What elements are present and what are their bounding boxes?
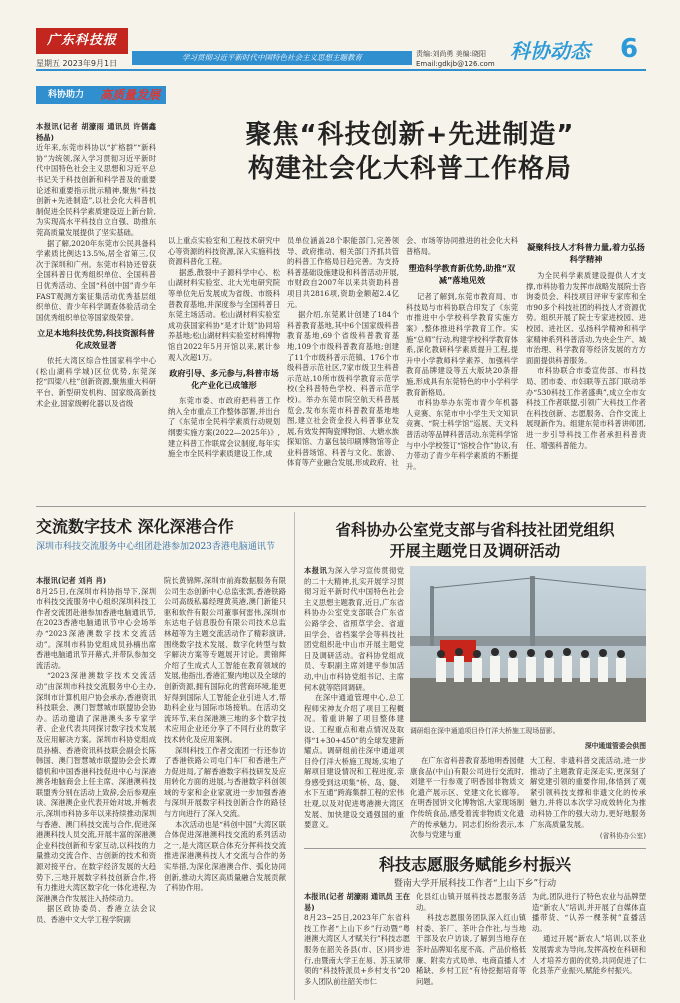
- story3-col1-p1: [304, 566, 404, 693]
- story4-lede: 本报讯(记者 胡濠雨 通讯员 王在易): [304, 892, 410, 912]
- masthead-rule: [36, 69, 646, 71]
- story4-headline: 科技志愿服务赋能乡村振兴: [378, 855, 571, 874]
- story3-col2: [410, 756, 524, 840]
- story2-headline: 交流数字技术 深化深港合作: [36, 517, 234, 536]
- story2-col1-p1: 8月25日,在深圳市科协指导下,深圳市科技交流服务中心组织深圳科技工作者交流团赴港参加香港电脑通讯节,在2023香港电脑通讯节中心会场举办“2023深港澳数字技术交流活动”。深圳市科协党组成员孙楠出席香港电脑通讯节开幕式,并带队参加交流活动。: [36, 586, 156, 670]
- slogan-banner: 学习贯彻习近平新时代中国特色社会主义思想主题教育: [132, 51, 412, 65]
- column-tag-deco: 高质量发展: [100, 88, 161, 102]
- story1-col4-p1: 会、市场等协同推进的社会化大科普格局。: [406, 236, 518, 256]
- newspaper-logo: 广东科技报: [36, 28, 128, 54]
- issue-date: 星期五 2023年9月1日: [36, 59, 118, 68]
- story1-subhead4: 凝聚科技人才科普力量,着力弘扬科学精神: [527, 242, 645, 264]
- story1-lede: 本报讯(记者 胡濠雨 通讯员 许儒鑫 杨晶): [36, 122, 156, 142]
- story3-col1: [304, 566, 404, 866]
- story1-headline-line2: 构建社会化大科普工作格局: [247, 154, 572, 184]
- story4-subhead: 暨南大学开展科技工作者“上山下乡”行动: [393, 879, 557, 889]
- story1-col1-p2: 据了解,2020年东莞市公民具备科学素质比例达13.5%,居全省第三,仅次于深圳和广州。东莞市科协还曾获全国科普日优秀组织单位、全国科普日优秀活动、全国“科创中国”青少年FAST观测方案征集活动优秀基层组织单位、青少年科学调查体验活动全国优秀组织单位等国家级荣誉。: [36, 238, 156, 322]
- story3-col1-p2: 在深中通道管理中心,总工程师宋神友介绍了项目工程概况。着重讲解了项目整体建设、工程重点和难点情况及取得“1+30+450”的全球发建新耀点。调研组前往深中通道项目伶仃洋大桥施工现场,实地了解项目建设情况和工程进度,亲身感受到这项集“桥、岛、隧、水下互通”跨海集群工程的宏伟壮观,以及对促进粤港澳大湾区发展、加快建设交通强国的重要意义。: [304, 693, 404, 830]
- photo-caption: 调研组在深中通道项目伶仃洋大桥施工现场留影。: [410, 727, 560, 735]
- photo-credit: 深中通道管委会供图: [584, 742, 646, 750]
- story1-col5-p1: 为全民科学素质建设提供人才支撑,市科协着力发挥市战略发展院士咨询委员会、科技项目评审专家库和全市90多个科技社团的科技人才资源优势。组织开展了院士专家进校园、进校园、进社区、弘扬科学精神和科学家精神系列科普活动,为央企生产、城市治理、科学教育等经济发展的方方面面提供科普服务。: [526, 271, 646, 365]
- story-divider: [36, 506, 646, 507]
- column-divider: [294, 512, 295, 1000]
- story1-col2-p2: 据悉,散裂中子源科学中心、松山湖材料实验室、北大光电研究院等单位先后发展成为省级、市级科普教育基地,并深度参与全国科普日东莞主场活动。松山湖材料实验室成功获国家科协“是才计划”协同培养基地;松山湖材料实验室材料博物馆自2022年5月开馆以来,累计参观人次超1万。: [168, 267, 280, 362]
- story1-col3: [287, 236, 399, 502]
- story4-col2-p1: 化县红山镇开展科技志愿服务活动。: [416, 892, 526, 912]
- story3-col3: [530, 756, 646, 841]
- story3-headline-line2: 开展主题党日及调研活动: [389, 542, 561, 560]
- story4-col1-p1: 8月23~25日,2023年广东省科技工作者“上山下乡”行动暨“粤港澳大湾区人才赋关行”科技志愿服务在韶关各县(市、区)同步进行,由暨南大学王在易、苏玉斌带领的“科技特派员+乡村支书”20多人团队前往韶关市仁: [304, 913, 410, 986]
- story1-subhead2: 政府引导、多元参与,科普市场化产业化已成雏形: [169, 368, 279, 390]
- story2-col2-p2: 深圳科技工作者交流团一行还参访了香港铁路公司屯门车厂和香港生产力促进局,了解香港数字科技研发及应用转化方面的进展,与香港数字科创领域的专家和企业家就进一步加强香港与深圳开展数字科技创新合作的路径与方向进行了深入交流。: [164, 745, 286, 819]
- story4-col1: [304, 892, 410, 998]
- column-tag: 科协助力: [36, 86, 166, 104]
- story1-col4-p3: 市科协举办东莞市青少年机器人竞赛、东莞市中小学生天文知识竞赛、“院士科学馆”巡展、天文科普活动等品牌科普活动,东莞科学馆与中小学校签订“馆校合作”协议,有力带动了青少年科学素质的不断提升。: [406, 398, 518, 471]
- story2-col2-p3: 本次活动也是“科创中国”大湾区联合体促进深港澳科技交流的系列活动之一,是大湾区联合体充分挥科技交流推进深港澳科技人才交流与合作的务实举措,为深化深港澳合作、弧化协同创新,推动大湾区高质量融合发展贡献了科协作用。: [164, 819, 286, 893]
- story2-col1-p2: “2023深港澳数字技术交流活动”由深圳市科技交流服务中心主办,深圳市计算机用户协会承办,香港资讯科技联会、澳门智慧城市联盟协会协办。活动邀请了深港澳头多专家学者、企业代表共同探讨数字技术发展及应用解决方案。深圳市科协党组成员孙楠、香港资讯科技联会副会长陈韩国、澳门智慧城市联盟协会会长谭德机和中国香港科技促进中心与深港澳各地脑商会上任主席、深港澳科技联盟秀分别在活动上致辞,会后参观座谈、深港澳企业代表开始对坡,并畅表示,深圳市科协多年以来持续推动深圳与香港、澳门科技交流与合作,促进深港澳科技人员交流,开展丰富的深港澳企业科技创新和专家互动,以科技的力量推动交流合作、吉创新的技术和资源对接平台。在数字经济发展的大趋势下,三地开展数字科技创新合作,将有力推进大湾区数字化一体化进程,为深港澳合作发展注入持续动力。: [36, 671, 156, 903]
- story2-col1-p3: 据区政协委员、香港立法会议员、香港中文大学工程学院副: [36, 904, 156, 924]
- story4-col2: [416, 892, 526, 998]
- story1-col3-p1: 员单位涵盖28个职能部门,完善领导、政府推动、相关部门齐抓共管的科普工作格局日趋完善。为支持科普基础设施建设和科普活动开展,市财政自2007年以来共资助科普项目共2816项,资助金额超2.4亿元。: [287, 236, 399, 309]
- story1-col1-p3: 依托大湾区综合性国家科学中心(松山湖科学城)区位优势,东莞深挖“四梁八柱”创新资源,聚焦重大科研平台、新型研发机构、国家级高新技术企业,国家级孵化器以及省级: [36, 356, 156, 408]
- story1-headline: [170, 118, 650, 186]
- story1-col1-p1: 近年来,东莞市科协以“扩格群”“新科协”为统领,深入学习贯彻习近平新时代中国特色社会主义思想和习近平总书记关于科技创新和科学普及的重要论述和重要指示批示精神,聚焦“科技创新+先进制造”,以社会化大科普机制促进全民科学素质建设迈上新台阶,为实现高水平科技自立自强、助推东莞高质量发展提供了坚实基础。: [36, 143, 156, 237]
- story3-col3-p1: 大工程、非遗科普交流活动,进一步推动了主题教育走深走实,更深刻了解党建引领的重要作用,体悟到了观紧引领科技支撑和非遗文化的传承魅力,并将以本次学习成效转化为推动科协工作的强大动力,更好地服务广东高质量发展。: [530, 756, 646, 829]
- story3-col2-p1: 在广东省科普教育基地明香园健康食品(中山)有限公司进行交流时,刘建平一行参观了明香园非物质文化遗产展示区、党建文化长廊等。在明香园饼文化博物馆,大家现场制作传统食品,感受着流非物质文化遗产的传承魅力。同志们纷纷表示,本次参与党建与重: [410, 756, 524, 840]
- story4-col3: [532, 892, 646, 998]
- story3-byline: (省科协办公室): [599, 832, 646, 841]
- story3-head: [304, 520, 646, 562]
- story1-subhead3: 塑造科学教育新优势,助推“双减”落地见效: [408, 263, 516, 285]
- page-number: 6: [620, 34, 639, 64]
- story3-lede: 本报讯: [304, 566, 328, 575]
- story4-col3-p1: 为此,团队进行了特色农业与品牌塑造“新农人”培训,并开展了自媒体直播带货、“认养一棵茶树”直播活动。: [532, 892, 646, 933]
- story1-col2-p3: 东莞市委、市政府把科普工作纳入全市重点工作整体部署,并出台了《东莞市全民科学素质行动规划纲要实施方案(2022—2025年)》,建立科普工作联席会议制度,每年实施全市全民科学素质建设工作,成: [168, 396, 280, 459]
- story4-col3-p2: 通过开展“新农人”培训,以茶业发展需求为导向,发挥高校在科研和人才培养方面的优势,共同促进了仁化县茶产业振兴,赋能乡村振兴。: [532, 934, 646, 976]
- story1-col2: [168, 236, 280, 502]
- story3-col1-p1-text: 为深入学习宣传贯彻党的二十大精神,扎实开展学习贯彻习近平新时代中国特色社会主义思想主题教育,近日,广东省科协办公室党支部联合广东省公路学会、省照草学会、省道田学会、省档案学会等科技社团党组织赴中山市开展主题党日及调研活动。省科协党组成员、专职副主席刘建平参加活动,中山市科协党组书记、主席何木就等陪同调研。: [304, 566, 405, 692]
- story2-col2: [164, 576, 286, 996]
- group-photo-image: [410, 566, 646, 722]
- story-divider-right: [304, 848, 646, 849]
- story2-lede: 本报讯(记者 刘肖 肖): [36, 576, 107, 585]
- story1-col4: [406, 236, 518, 502]
- story4-head: [304, 854, 646, 891]
- story3-headline-line1: 省科协办公室党支部与省科技社团党组织: [335, 521, 615, 539]
- story2-head: [36, 516, 286, 554]
- story1-headline-line1: 聚焦“科技创新+先进制造”: [245, 120, 575, 150]
- story1-col5-p2: 市科协联合市委宣传部、市科技局、团市委、市妇联等五部门联动举办“530科技工作者盛典”,成立全市女科技工作者联盟,引领广大科技工作者在科技创新、志愿服务、合作交流上展现新作为。组建东莞市科普讲师团,进一步引导科技工作者承担科普责任、增强科普能力。: [526, 366, 646, 450]
- editor-info: [416, 49, 495, 69]
- story1-col1: [36, 122, 156, 502]
- story2-col2-p1: 院长黄锦辉,深圳市前海数据服务有限公司生态创新中心总监张凯,香港铁路公司高级私募经理黄英港,澳门新能只驱和软件有限公司董事何雷伟,深圳市东达电子信息股份有限公司技术总监林超等为主题交流活动作了精彩演讲,围绕数字技术发展、数字化转型与数字解决方案等专题展开讨论。黄锦辉介绍了生成式人工智能在教育领域的发展,他指出,香港汇聚内地以及全球的创新资源,拥有国际化的营商环境,能更好得到国际人工智能企业引进人才,帮助科企业与国际市场接轨。在活动交流环节,来自深港澳三地的多个数字技术应用企业还分享了不同行业的数字技术转化及应用案例。: [164, 576, 286, 744]
- story1-col5: [526, 236, 646, 502]
- story4-col2-p2: 科技志愿服务团队深入红山镇村委、茶厂、茶叶合作社,与当地干部及农户访谈,了解到当地存在茶叶品牌知名度不高、产品价格低廉、附卖方式局单、电商直播人才稀缺、乡村工匠“有待挖掘培育等问题。: [416, 913, 526, 986]
- story1-col4-p2: 记者了解到,东莞市教育局、市科技局与市科协联合印发了《东莞市推进中小学校科学教育实施方案》,整体推进科学教育工作。实施“总师”行动,构建学校科学教育体系,深化教研科学素质提升工程,提升中小学教师科学素养、加强科学教育品牌建设等五大版块20条措施,形成具有东莞特色的中小学科学教育新格局。: [406, 292, 518, 397]
- story1-col3-p2: 据介绍,东莞累计创建了184个科普教育基地,其中6个国家级科普教育基地,69个省级科普教育基地,109个市级科普教育基地;创建了11个市级科普示范镇、176个市级科普示范社区,7家市级卫生科普示范站,10所市级科学教育示范学校(全科普特色学校、科普示范学校)。举办东莞市院空航天科普展览会,发布东莞市科普教育基地地图,建立社会资金投入科普事业发展,有效发挥陶瓷博物馆、大塘水族探知馆、力嘉包装印刷博物馆等企业科普场馆、科普与文化、旅游、体育等产业融合发展,形成政府、社: [287, 310, 399, 468]
- story1-col2-p1: 以上重点实验室和工程技术研究中心等资源的科技资源,深入实施科技资源科普化工程。: [168, 236, 280, 267]
- editor-email: Email:gdkjb@126.com: [416, 60, 495, 68]
- story1-subhead1: 立足本地科技优势,科技资源科普化成效显著: [37, 328, 155, 350]
- editor-line: 责编:刘尚勇 美编:晓阳: [416, 50, 486, 58]
- group-photo: [410, 566, 646, 722]
- story2-col1: [36, 576, 156, 996]
- section-title: 科协动态: [510, 39, 590, 63]
- story2-subhead: 深圳市科技交流服务中心组团赴港参加2023香港电脑通讯节: [36, 542, 275, 552]
